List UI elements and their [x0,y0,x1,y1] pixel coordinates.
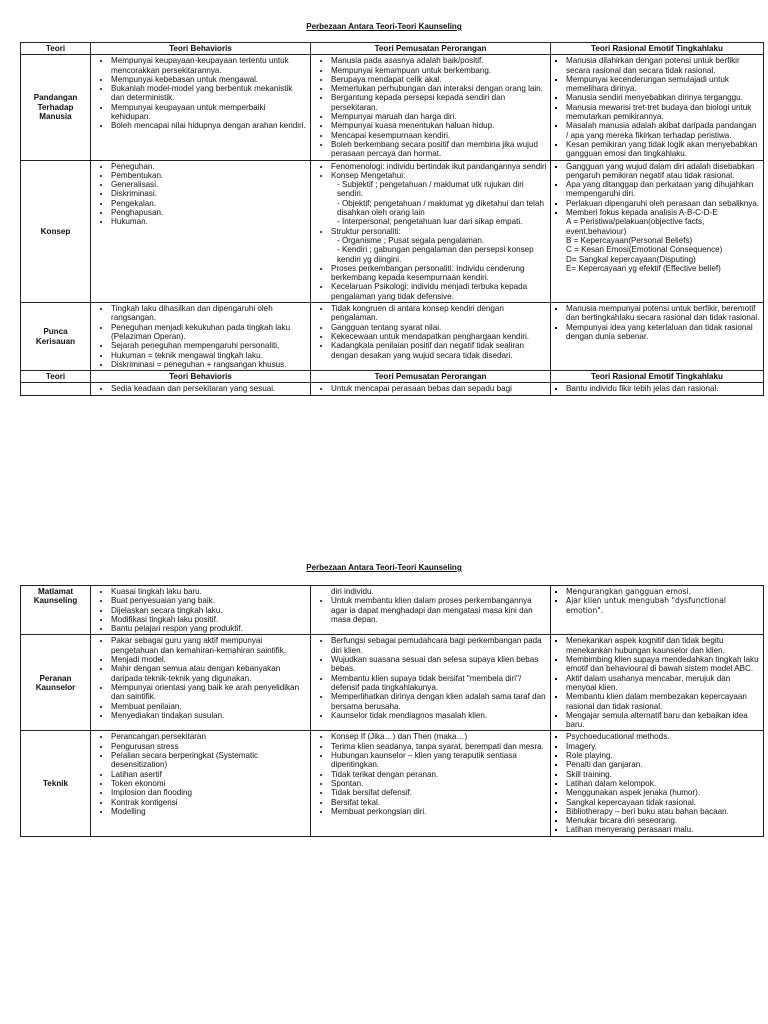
list-item: ▪ Menekankan aspek kognitif dan tidak begitu menekankan hubungan kaunselor dan klien. [566,636,760,655]
list-item: ▪ Skill training. [566,770,760,779]
list-item: ▪ Masalah manusia adalah akibat daripada pandangan / apa yang mereka fikirkan terhadap peristiwa. [566,121,760,140]
list-item: • Token ekonomi [111,779,307,788]
cell-peranan-behavioris [91,635,311,731]
list-item: • Bukanlah model-model yang berbentuk mekanistik dan deterministik. [111,84,307,103]
table-row [21,635,764,731]
list-item: • Memperlihatkan dirinya dengan klien adalah sama taraf dan bersama berusaha. [331,692,547,711]
table-row [21,55,764,160]
document-title: Perbezaan Antara Teori-Teori Kaunseling [306,22,462,31]
row-label-konsep: Konsep [21,160,91,302]
list-item: • Pelalian secara berperingkat (Systematic desensitization) [111,751,307,770]
list-item: • Berfungsi sebagai pemudahcara bagi perkembangan pada diri klien. [331,636,547,655]
document-title: Perbezaan Antara Teori-Teori Kaunseling [306,563,462,572]
abc-line: B = Kepercayaan(Personal Beliefs) [566,235,693,245]
list-item: ▪ Manusia dilahirkan dengan potensi untuk berfikir secara rasional dan secara tidak rasional. [566,56,760,75]
abc-line: D= Sangkal kepercayaan(Disputing) [566,254,696,264]
list-item: • Pembentukan. [111,171,307,180]
list-item: • Membuat perkongsian diri. [331,807,547,816]
list-item: • Kaunselor tidak mendiagnos masalah klien. [331,711,547,720]
list-item: ▪ Latihan dalam kelompok. [566,779,760,788]
list-item: • Boleh mencapai nilai hidupnya dengan arahan kendiri. [111,121,307,130]
header-pemusatan: Teori Pemusatan Perorangan [311,43,551,55]
list-item: • Konsep Mengetahui: - Subjektif ; pengetahuan / maklumat utk rujukan diri sendiri. - Objektif; pengetahuan / maklumat yg diketahui dan telah disahkan oleh orang lain - Interpersonal; pengetahuan luar dari sikap empati. [331,171,547,227]
header-rasional: Teori Rasional Emotif Tingkahlaku [551,43,764,55]
continued-text: diri individu. [331,587,374,596]
list-item: ▪ Memberi fokus kepada analisis A-B-C-D-E [566,208,760,217]
list-item: • Menyediakan tindakan susulan. [111,711,307,720]
list-item: ▪ Mengurangkan gangguan emosi. [566,587,760,596]
list-item: • Kontrak kontigensi [111,798,307,807]
comparison-table-part1 [20,42,764,396]
list-item: • Menjadi model. [111,655,307,664]
cell-punca-behavioris [91,303,311,371]
list-item: • Buat penyesuaian yang baik. [111,596,307,605]
list-item: • Fenomenologi: individu bertindak ikut pandangannya sendiri [331,162,547,171]
cell-teknik-rasional [551,731,764,836]
cell-pandangan-pemusatan [311,55,551,160]
list-item: ▪ Imagery. [566,742,760,751]
list-item: • Memerlukan perhubungan dan interaksi dengan orang lain. [331,84,547,93]
list-item: ▪ Membantu klien dalam membezakan kepercayaan rasional dan tidak rasional. [566,692,760,711]
list-item: ▪ Psychoeducational methods. [566,732,760,741]
sub-item: - Subjektif ; pengetahuan / maklumat utk rujukan diri sendiri. [337,180,524,199]
list-item: • Spontan. [331,779,547,788]
table-row [21,586,764,635]
list-item: • Hukuman. [111,217,307,226]
header-pemusatan: Teori Pemusatan Perorangan [311,371,551,383]
list-item: ▪ Penalti dan ganjaran. [566,760,760,769]
list-item: • Kuasai tingkah laku baru. [111,587,307,596]
list-item: • Mencapai kesempurnaan kendiri. [331,131,547,140]
list-item: ▪ Gangguan yang wujud dalam diri adalah disebabkan pengaruh pemikiran negatif atau tidak rasional. [566,162,760,181]
table-row [21,160,764,302]
list-item: • Gangguan tentang syarat nilai. [331,323,547,332]
list-item: • Wujudkan suasana sesuai dan selesa supaya klien bebas bebas. [331,655,547,674]
list-item: • Membuat penilaian. [111,702,307,711]
list-item: ▪ Ajar klien untuk mengubah "dysfunctional emotion". [566,596,760,615]
list-item: • Mempunyai keupayaan-keupayaan tertentu untuk mencorakkan persekitarannya. [111,56,307,75]
table-header-row-repeat [21,371,764,383]
header-behavioris: Teori Behavioris [91,43,311,55]
header-behavioris: Teori Behavioris [91,371,311,383]
sub-item: - Organisme ; Pusat segala pengalaman. [337,235,485,245]
list-item: ▪ Manusia mempunyai potensi untuk berfikir, beremotif dan bertingkahlaku secara rasional dan tidak rasional. [566,304,760,323]
list-item: ▪ Manusia sendiri menyebabkan dirinya terganggu. [566,93,760,102]
list-item: • Tidak terikat dengan peranan. [331,770,547,779]
list-item: • Bantu pelajari respon yang produktif. [111,624,307,633]
cell-matlamat-behavioris-top [91,383,311,395]
list-item: • Mempunyai maruah dan harga diri. [331,112,547,121]
list-item: • Latihan asertif [111,770,307,779]
list-item: ▪ Mempunyai idea yang keterlaluan dan tidak rasional dengan dunia sebenar. [566,323,760,342]
list-item: ▪ Kesan pemikiran yang tidak logik akan menyebabkan gangguan emosi dan tingkahlaku. [566,140,760,159]
cell-matlamat-pemusatan-top [311,383,551,395]
list-item: ▪ Bantu individu fikir lebih jelas dan rasional. [566,384,760,393]
list-item: • Modifikasi tingkah laku positif. [111,615,307,624]
list-item: • Pakar sebagai guru yang aktif mempunyai pengetahuan dan kemahiran-kemahiran saintifik. [111,636,307,655]
list-item: • Boleh berkembang secara positif dan membina jika wujud perasaan percaya dan hormat. [331,140,547,159]
list-item: ▪ Mempunyai kecenderungan semulajadi untuk memelihara dirinya. [566,75,760,94]
cell-pandangan-rasional [551,55,764,160]
list-item: • Modelling [111,807,307,816]
list-item: • Bersifat tekal. [331,798,547,807]
table-header-row [21,43,764,55]
row-label-pandangan: Pandangan Terhadap Manusia [21,55,91,160]
list-item: ▪ Aktif dalam usahanya mencabar, merujuk dan menyoal klien. [566,674,760,693]
list-item: ▪ Membimbing klien supaya mendedahkan tingkah laku emotif dan behavioural di bawah sistem model ABC. [566,655,760,674]
cell-matlamat-behavioris [91,586,311,635]
list-item: • Penghapusan. [111,208,307,217]
cell-pandangan-behavioris [91,55,311,160]
cell-punca-rasional [551,303,764,371]
list-item: • Hubungan kaunselor – klien yang teraputik sentiasa dipentingkan. [331,751,547,770]
list-item: • Kadangkala penilaian positif dan negatif tidak sealiran dengan desakan yang wujud secara tidak disedari. [331,341,547,360]
abc-line: E= Kepercayaan yg efektif (Effective belief) [566,263,721,273]
cell-teknik-behavioris [91,731,311,836]
abc-line: C = Kesan Emosi(Emotional Consequence) [566,245,723,255]
list-item: • Diskriminasi. [111,189,307,198]
table-row [21,731,764,836]
list-item: • Untuk mencapai perasaan bebas dan sepadu bagi [331,384,547,393]
list-item: • Mempunyai keupayaan untuk memperbaiki kehidupan. [111,103,307,122]
header-rasional: Teori Rasional Emotif Tingkahlaku [551,371,764,383]
row-label-matlamat: Matlamat Kaunseling [21,586,91,635]
row-label-punca: Punca Kerisauan [21,303,91,371]
sub-item: - Objektif; pengetahuan / maklumat yg diketahui dan telah disahkan oleh orang lain [337,198,544,218]
abc-line: A = Peristiwa/pelakuan(objective facts, event,behaviour) [566,217,705,236]
list-item: • Tingkah laku dihasilkan dan dipengaruhi oleh rangsangan. [111,304,307,323]
list-item: • Mempunyai kuasa menentukan haluan hidup. [331,121,547,130]
list-item: ▪ Menggunakan aspek jenaka (humor). [566,788,760,797]
list-item: • Hukuman = teknik mengawal tingkah laku. [111,351,307,360]
cell-punca-pemusatan [311,303,551,371]
list-item: • Peneguhan. [111,162,307,171]
list-item: • Sejarah peneguhan mempengaruhi personaliti, [111,341,307,350]
list-item: • Proses perkembangan personaliti: Individu cenderung berkembang kepada kesempurnaan kendiri. [331,264,547,283]
list-item: • Pengurusan stress [111,742,307,751]
cell-teknik-pemusatan [311,731,551,836]
list-item: • Tidak kongruen di antara konsep kendiri dengan pengalaman. [331,304,547,323]
list-item: • Manusia pada asasnya adalah baik/positif. [331,56,547,65]
list-item: ▪ Menukar bicara diri seseorang. [566,816,760,825]
list-item: • Membantu klien supaya tidak bersifat "membela diri"/ defensif pada tingkahlakunya. [331,674,547,693]
list-item: ▪ Role playing. [566,751,760,760]
list-item: ▪ Mengajar semula alternatif baru dan kebaikan idea baru. [566,711,760,730]
list-item: • Untuk membantu klien dalam proses perkembangannya agar ia dapat menghadapi dan mengatasi masa kini dan masa depan. [331,596,547,624]
list-item: • Implosion dan flooding [111,788,307,797]
list-item: • Kecelaruan Psikologi: individu menjadi terbuka kepada pengalaman yang tidak defensive. [331,282,547,301]
list-item: • Struktur personaliti: - Organisme ; Pusat segala pengalaman. - Kendiri ; gabungan pengalaman dan persepsi konsep kendiri yg diingini. [331,227,547,264]
row-label-empty [21,383,91,395]
list-item: ▪ Apa yang ditanggap dan perkataan yang dihujahkan mempengaruhi diri. [566,180,760,199]
sub-item: - Kendiri ; gabungan pengalaman dan persepsi konsep kendiri yg diingini. [337,245,534,264]
list-item: ▪ Manusia mewarisi tret-tret budaya dan biologi untuk memutarkan pemikirannya. [566,103,760,122]
list-item: • Bergantung kepada persepsi kepada sendiri dan persekitaran. [331,93,547,112]
row-label-peranan: Peranan Kaunselor [21,635,91,731]
list-item: • Mempunyai kebebasan untuk mengawal. [111,75,307,84]
list-item: • Mahir dengan semua atau dengan kebanyakan daripada teknik-teknik yang digunakan. [111,664,307,683]
list-item: • Perancangan persekitaran [111,732,307,741]
list-item: • Mempunyai kemampuan untuk berkembang. [331,66,547,75]
cell-peranan-pemusatan [311,635,551,731]
list-item: • Sedia keadaan dan persekitaran yang sesuai. [111,384,307,393]
cell-konsep-behavioris [91,160,311,302]
list-item: • Mempunyai orientasi yang baik ke arah penyelidikan dan saintifik. [111,683,307,702]
row-label-teknik: Teknik [21,731,91,836]
list-item: • Terima klien seadanya, tanpa syarat, berempati dan mesra. [331,742,547,751]
list-item: • Generalisasi. [111,180,307,189]
list-item: • Konsep If (Jika…) dan Then (maka…) [331,732,547,741]
list-item: ▪ Perlakuan dipengaruhi oleh perasaan dan sebaliknya. [566,199,760,208]
cell-matlamat-pemusatan [311,586,551,635]
list-item: ▪ Sangkal kepercayaan tidak rasional. [566,798,760,807]
cell-konsep-rasional [551,160,764,302]
comparison-table-part2 [20,585,764,837]
cell-peranan-rasional [551,635,764,731]
header-teori: Teori [21,43,91,55]
list-item: • Tidak bersifat defensif. [331,788,547,797]
list-item: • Dijelaskan secara tingkah laku. [111,606,307,615]
list-item: ▪ Bibliotherapy – beri buku atau bahan bacaan. [566,807,760,816]
sub-item: - Interpersonal; pengetahuan luar dari sikap empati. [337,217,523,227]
list-item: • Pengekalan. [111,199,307,208]
list-item: • Kekecewaan untuk mendapatkan penghargaan kendiri. [331,332,547,341]
list-item: ▪ Latihan menyerang perasaan malu. [566,825,760,834]
list-item: • Diskriminasi = peneguhan + rangsangan khusus. [111,360,307,369]
cell-konsep-pemusatan [311,160,551,302]
header-teori: Teori [21,371,91,383]
cell-matlamat-rasional [551,586,764,635]
list-item: • Peneguhan menjadi kekukuhan pada tingkah laku (Pelaziman Operan). [111,323,307,342]
list-item: • Berupaya mendapat celik akal. [331,75,547,84]
table-row [21,383,764,395]
cell-matlamat-rasional-top [551,383,764,395]
table-row [21,303,764,371]
